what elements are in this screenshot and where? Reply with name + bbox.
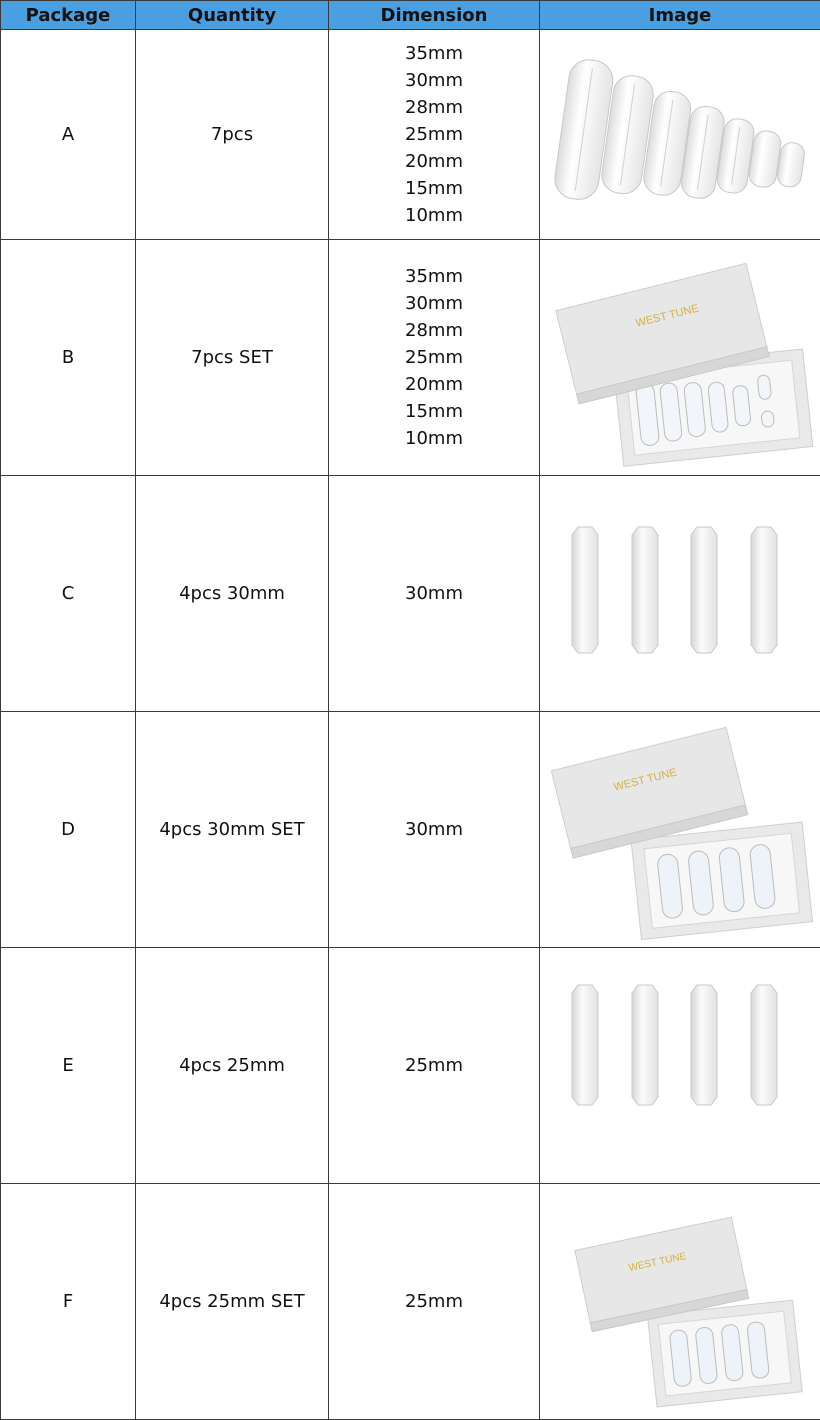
brand-label: WEST TUNE [635, 302, 700, 329]
package-cell: F [1, 1184, 136, 1420]
box-set-4-icon [540, 713, 820, 947]
header-row [1, 1, 820, 30]
dimension-value: 28mm [405, 317, 463, 344]
header-quantity: Quantity [136, 1, 329, 30]
box-set-4-icon [540, 1185, 820, 1419]
image-cell [540, 1184, 820, 1420]
dimension-value: 25mm [405, 1055, 463, 1076]
dimension-value: 35mm [405, 40, 463, 67]
quantity-cell: 4pcs 30mm [136, 476, 329, 712]
package-cell: C [1, 476, 136, 712]
dimension-value: 25mm [405, 121, 463, 148]
header-dimension: Dimension [329, 1, 540, 30]
dimension-cell [329, 476, 540, 712]
dimension-value: 30mm [405, 819, 463, 840]
dimension-cell [329, 1184, 540, 1420]
dimension-value: 25mm [405, 344, 463, 371]
header-image: Image [540, 1, 820, 30]
image-cell [540, 240, 820, 476]
quantity-cell: 7pcs [136, 30, 329, 240]
package-cell: D [1, 712, 136, 948]
package-cell: A [1, 30, 136, 240]
quantity-cell: 4pcs 30mm SET [136, 712, 329, 948]
dimension-value: 30mm [405, 583, 463, 604]
dimension-value: 20mm [405, 371, 463, 398]
header-package: Package [1, 1, 136, 30]
dimension-value: 30mm [405, 67, 463, 94]
dimension-value: 15mm [405, 398, 463, 425]
dimension-value: 30mm [405, 290, 463, 317]
image-cell [540, 476, 820, 712]
image-cell [540, 30, 820, 240]
dimension-cell [329, 240, 540, 476]
dimension-cell [329, 30, 540, 240]
dimension-value: 10mm [405, 425, 463, 452]
dimension-value: 28mm [405, 94, 463, 121]
dimension-cell [329, 948, 540, 1184]
dimension-value: 25mm [405, 1291, 463, 1312]
dimension-value: 35mm [405, 263, 463, 290]
image-cell [540, 948, 820, 1184]
dimension-cell [329, 712, 540, 948]
table-row [1, 712, 820, 948]
package-cell: E [1, 948, 136, 1184]
dimension-value: 15mm [405, 175, 463, 202]
table-row [1, 1184, 820, 1420]
table-row [1, 476, 820, 712]
dimension-value: 10mm [405, 202, 463, 229]
table-row [1, 30, 820, 240]
package-cell: B [1, 240, 136, 476]
quantity-cell: 7pcs SET [136, 240, 329, 476]
image-cell [540, 712, 820, 948]
box-set-7-icon [540, 241, 820, 475]
brand-label: WEST TUNE [628, 1251, 688, 1274]
dimension-value: 20mm [405, 148, 463, 175]
table-row [1, 240, 820, 476]
table-row [1, 948, 820, 1184]
quantity-cell: 4pcs 25mm SET [136, 1184, 329, 1420]
four-stir-bars-icon [540, 477, 820, 711]
brand-label: WEST TUNE [613, 766, 678, 793]
four-stir-bars-icon [540, 949, 820, 1183]
seven-stir-bars-icon [540, 31, 820, 239]
quantity-cell: 4pcs 25mm [136, 948, 329, 1184]
